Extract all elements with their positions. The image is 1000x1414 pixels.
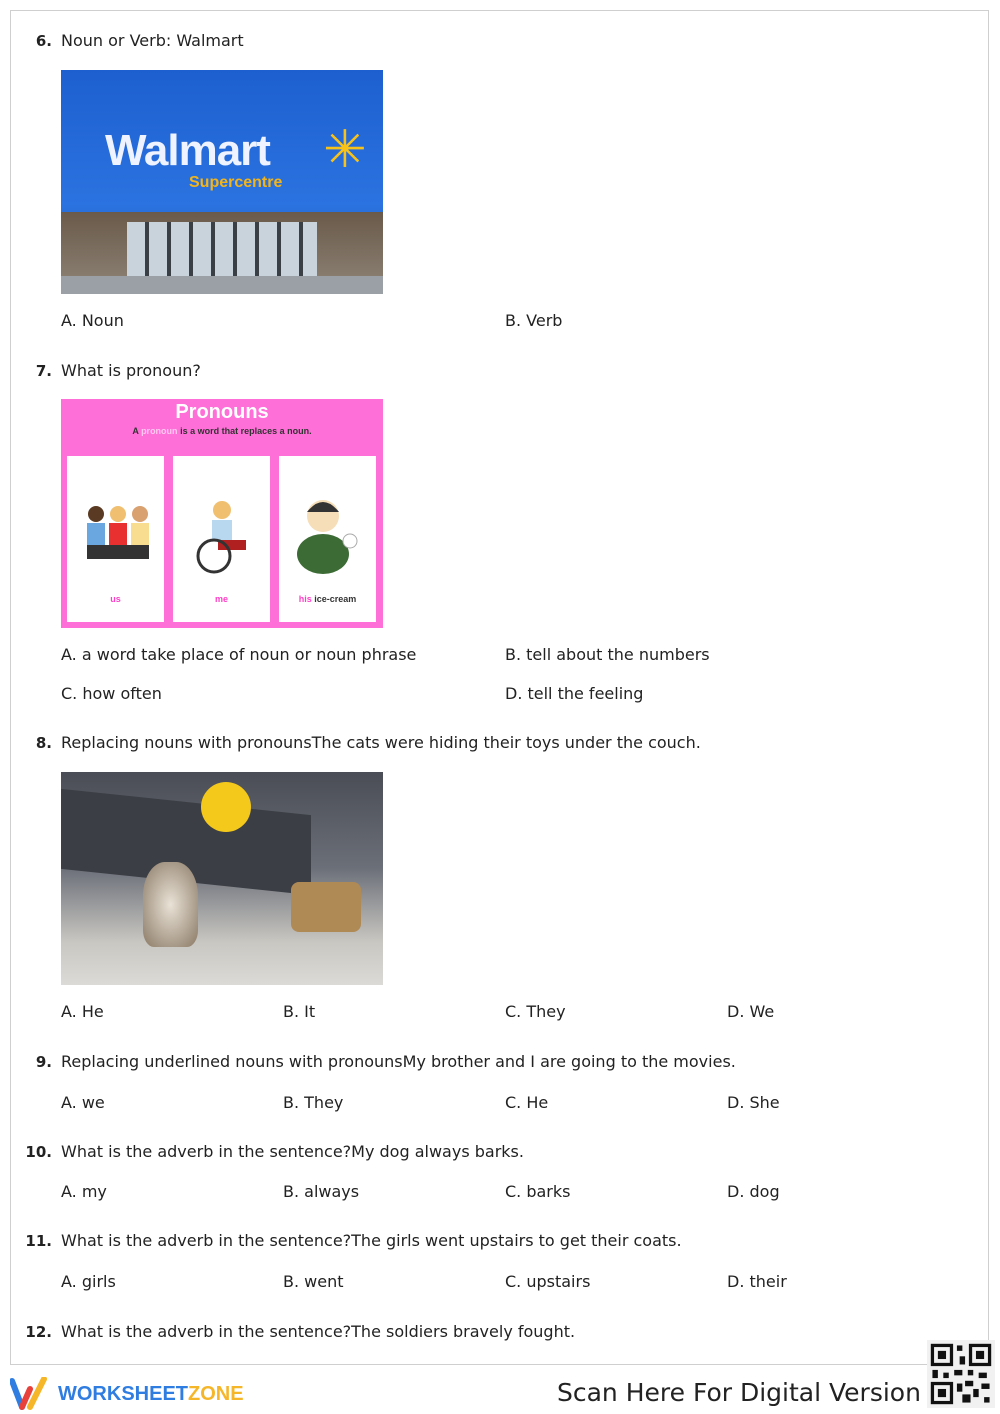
option-a[interactable]: A. my [61,1182,107,1201]
walmart-subtitle: Supercentre [189,174,283,191]
walmart-logo-text: Walmart [105,126,270,175]
brand-name-part2: ZONE [188,1382,244,1405]
question-number: 6. [35,32,52,50]
children-illustration [71,496,161,576]
question-number: 9. [35,1053,52,1071]
question-number: 7. [35,362,52,380]
poster-subtitle: A pronoun is a word that replaces a noun. [132,426,312,436]
option-a[interactable]: A. Noun [61,311,124,330]
option-d[interactable]: D. their [727,1272,787,1291]
option-b[interactable]: B. They [283,1093,344,1112]
boy-ice-cream-illustration [288,496,368,581]
brand-name-part1: WORKSHEET [58,1382,188,1405]
question-text: Replacing nouns with pronounsThe cats were hiding their toys under the couch. [61,733,701,752]
card-label: us [110,594,121,604]
wheelchair-boy-illustration [182,496,262,581]
question-text: Noun or Verb: Walmart [61,31,244,50]
option-b[interactable]: B. always [283,1182,360,1201]
question-number: 8. [35,734,52,752]
option-a[interactable]: A. we [61,1093,105,1112]
option-b[interactable]: B. It [283,1002,316,1021]
basket [291,882,361,932]
cat-under-couch-image [61,772,383,985]
walmart-store-image [61,70,383,294]
option-b[interactable]: B. went [283,1272,344,1291]
card-his-ice-cream [279,456,376,622]
option-d[interactable]: D. She [727,1093,780,1112]
rubber-duck [201,782,251,832]
option-a[interactable]: A. He [61,1002,104,1021]
option-c[interactable]: C. He [505,1093,549,1112]
question-text: What is pronoun? [61,361,201,380]
question-number: 10. [25,1143,52,1161]
question-text: What is the adverb in the sentence?The girls went upstairs to get their coats. [61,1231,682,1250]
option-b[interactable]: B. tell about the numbers [505,645,710,664]
option-a[interactable]: A. girls [61,1272,116,1291]
sidewalk [61,276,383,294]
spark-icon: ✳ [323,120,367,180]
card-label: me [214,594,228,604]
card-me [173,456,270,622]
w-logo-icon [10,1377,50,1411]
option-c[interactable]: C. They [505,1002,566,1021]
question-text: Replacing underlined nouns with pronounsMy brother and I are going to the movies. [61,1052,736,1071]
option-c[interactable]: C. how often [61,684,162,703]
scan-label: Scan Here For Digital Version [557,1378,921,1407]
option-b[interactable]: B. Verb [505,311,563,330]
option-d[interactable]: D. tell the feeling [505,684,644,703]
qr-code-icon[interactable] [927,1340,995,1408]
option-a[interactable]: A. a word take place of noun or noun phrase [61,645,417,664]
question-text: What is the adverb in the sentence?The soldiers bravely fought. [61,1322,576,1341]
poster-title: Pronouns [175,401,269,423]
option-c[interactable]: C. upstairs [505,1272,591,1291]
question-number: 12. [25,1323,52,1341]
store-doors [127,222,317,282]
worksheetzone-logo[interactable] [10,1377,244,1411]
card-us [67,456,164,622]
card-label: his ice-cream [298,594,357,604]
pronouns-poster-image [61,399,383,628]
option-d[interactable]: D. dog [727,1182,780,1201]
option-d[interactable]: D. We [727,1002,775,1021]
option-c[interactable]: C. barks [505,1182,571,1201]
question-text: What is the adverb in the sentence?My dog always barks. [61,1142,524,1161]
question-number: 11. [25,1232,52,1250]
cat [143,862,198,947]
